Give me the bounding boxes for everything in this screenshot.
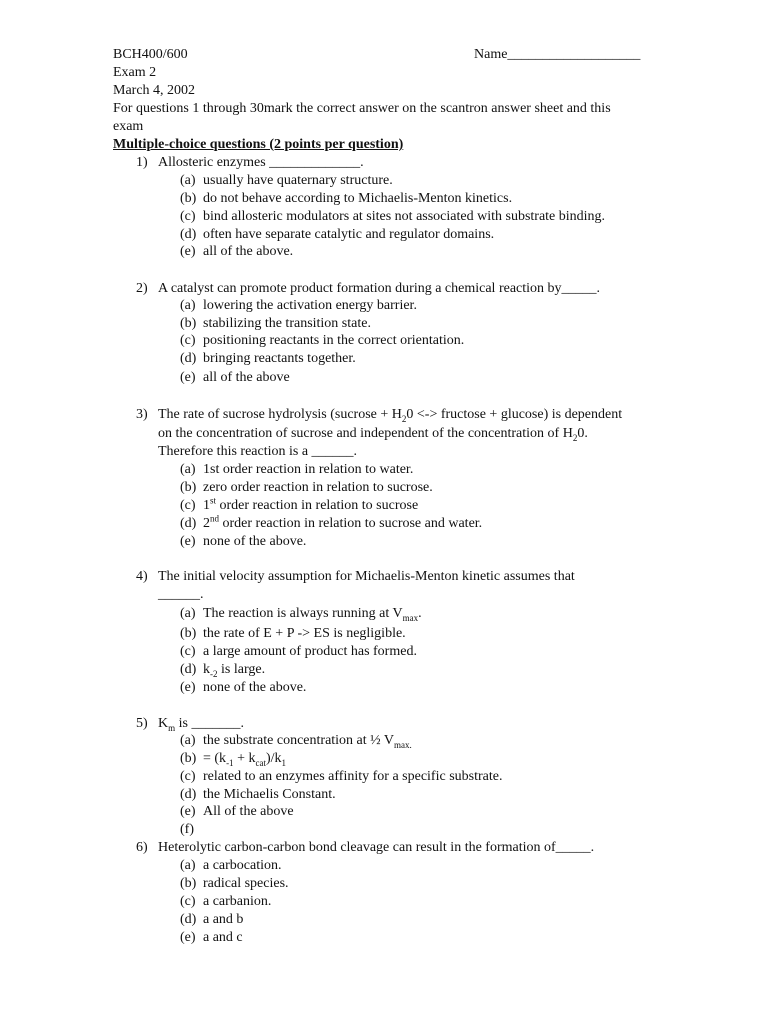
option-label: (b) <box>180 751 197 766</box>
option-text: bind allosteric modulators at sites not associated with substrate binding. <box>203 209 606 224</box>
answer-option <box>180 857 282 875</box>
answer-option <box>180 911 243 929</box>
option-text: = $(k_{-1} + k_{cat})/k_1$ <box>203 751 287 768</box>
option-label: (d) <box>180 227 197 242</box>
question-text: Therefore this reaction is a ______. <box>158 444 358 459</box>
answer-option <box>180 929 243 947</box>
option-label: (e) <box>180 244 196 259</box>
option-text: related to an enzymes affinity for a specific substrate. <box>203 769 503 784</box>
course-code: BCH400/600 <box>113 47 188 62</box>
option-label: (b) <box>180 316 197 331</box>
option-label: (a) <box>180 858 196 873</box>
option-text: a and b <box>203 912 244 927</box>
option-label: (a) <box>180 606 196 621</box>
option-text: a and c <box>203 930 243 945</box>
option-text: the Michaelis Constant. <box>203 787 336 802</box>
option-label: (c) <box>180 333 196 348</box>
option-label: (f) <box>180 822 194 837</box>
answer-option <box>180 821 203 839</box>
option-label: (d) <box>180 662 197 677</box>
option-label: (d) <box>180 787 197 802</box>
question-text: Heterolytic carbon-carbon bond cleavage can result in the formation of_____. <box>158 840 595 855</box>
option-text: the substrate concentration at ½ $V_{max.}$ <box>203 733 412 750</box>
option-text: 1st order reaction in relation to sucrose <box>203 495 419 513</box>
answer-option <box>180 605 422 623</box>
option-text: 2nd order reaction in relation to sucrose and water. <box>203 513 483 531</box>
option-label: (c) <box>180 498 196 513</box>
name-field: Name___________________ <box>474 47 641 62</box>
option-text: stabilizing the transition state. <box>203 316 371 331</box>
answer-option <box>180 893 271 911</box>
option-text: lowering the activation energy barrier. <box>203 298 417 313</box>
question-text: A catalyst can promote product formation during a chemical reaction by_____. <box>158 281 601 296</box>
question-number: 1) <box>136 155 148 170</box>
option-text: do not behave according to Michaelis-Menton kinetics. <box>203 191 513 206</box>
answer-option <box>180 297 417 315</box>
answer-option <box>180 515 482 533</box>
option-text: $k_{-2}$ is large. <box>203 662 266 679</box>
exam-title: Exam 2 <box>113 65 157 80</box>
option-label: (e) <box>180 930 196 945</box>
instructions-line-2: exam <box>113 119 144 134</box>
answer-option <box>180 533 306 551</box>
option-text: zero order reaction in relation to sucrose. <box>203 480 433 495</box>
question-text: on the concentration of sucrose and independent of the concentration of $H_20$. <box>158 426 588 443</box>
answer-option <box>180 803 294 821</box>
answer-option <box>180 786 336 804</box>
question-number: 4) <box>136 569 148 584</box>
question-number: 2) <box>136 281 148 296</box>
option-label: (a) <box>180 462 196 477</box>
answer-option <box>180 208 605 226</box>
answer-option <box>180 732 412 750</box>
question-text: The rate of sucrose hydrolysis (sucrose + $H_20$ <-> fructose + glucose) is dependent <box>158 407 623 424</box>
option-label: (b) <box>180 626 197 641</box>
option-text: none of the above. <box>203 680 307 695</box>
option-label: (e) <box>180 680 196 695</box>
option-label: (a) <box>180 298 196 313</box>
option-text: a carbocation. <box>203 858 282 873</box>
option-text: a carbanion. <box>203 894 272 909</box>
answer-option <box>180 875 289 893</box>
answer-option <box>180 243 293 261</box>
option-label: (c) <box>180 769 196 784</box>
question-number: 5) <box>136 716 148 731</box>
option-label: (d) <box>180 912 197 927</box>
question-text: The initial velocity assumption for Michaelis-Menton kinetic assumes that <box>158 569 575 584</box>
question-text: ______. <box>158 587 204 602</box>
option-label: (a) <box>180 173 196 188</box>
answer-option <box>180 226 494 244</box>
option-label: (a) <box>180 733 196 748</box>
question-text: Allosteric enzymes _____________. <box>158 155 364 170</box>
option-text: 1st order reaction in relation to water. <box>203 462 414 477</box>
option-text: radical species. <box>203 876 289 891</box>
option-text: All of the above <box>203 804 294 819</box>
answer-option <box>180 643 417 661</box>
answer-option <box>180 332 464 350</box>
option-label: (d) <box>180 351 197 366</box>
instructions-line-1: For questions 1 through 30mark the correct answer on the scantron answer sheet and this <box>113 101 611 116</box>
answer-option <box>180 315 371 333</box>
answer-option <box>180 679 306 697</box>
question-number: 6) <box>136 840 148 855</box>
option-text: all of the above. <box>203 244 294 259</box>
option-label: (b) <box>180 480 197 495</box>
option-text: often have separate catalytic and regulator domains. <box>203 227 495 242</box>
answer-option <box>180 625 406 643</box>
section-title: Multiple-choice questions (2 points per question) <box>113 137 404 152</box>
answer-option <box>180 461 413 479</box>
answer-option <box>180 190 512 208</box>
option-text: bringing reactants together. <box>203 351 356 366</box>
answer-option <box>180 768 502 786</box>
option-text: positioning reactants in the correct orientation. <box>203 333 465 348</box>
option-label: (b) <box>180 191 197 206</box>
answer-option <box>180 661 265 679</box>
option-label: (e) <box>180 534 196 549</box>
option-label: (c) <box>180 894 196 909</box>
option-label: (d) <box>180 516 197 531</box>
answer-option <box>180 369 290 387</box>
answer-option <box>180 497 418 515</box>
option-label: (c) <box>180 644 196 659</box>
option-text: usually have quaternary structure. <box>203 173 393 188</box>
answer-option <box>180 350 356 368</box>
option-label: (b) <box>180 876 197 891</box>
option-text: The reaction is always running at $V_{max}$. <box>203 606 422 623</box>
option-text: a large amount of product has formed. <box>203 644 417 659</box>
option-text: all of the above <box>203 370 290 385</box>
option-label: (c) <box>180 209 196 224</box>
answer-option <box>180 750 286 768</box>
option-label: (e) <box>180 804 196 819</box>
answer-option <box>180 172 393 190</box>
question-text: $K_m$ is _______. <box>158 716 244 733</box>
option-label: (e) <box>180 370 196 385</box>
option-text: none of the above. <box>203 534 307 549</box>
question-number: 3) <box>136 407 148 422</box>
answer-option <box>180 479 433 497</box>
option-text: the rate of E + P -> ES is negligible. <box>203 626 406 641</box>
exam-date: March 4, 2002 <box>113 83 196 98</box>
